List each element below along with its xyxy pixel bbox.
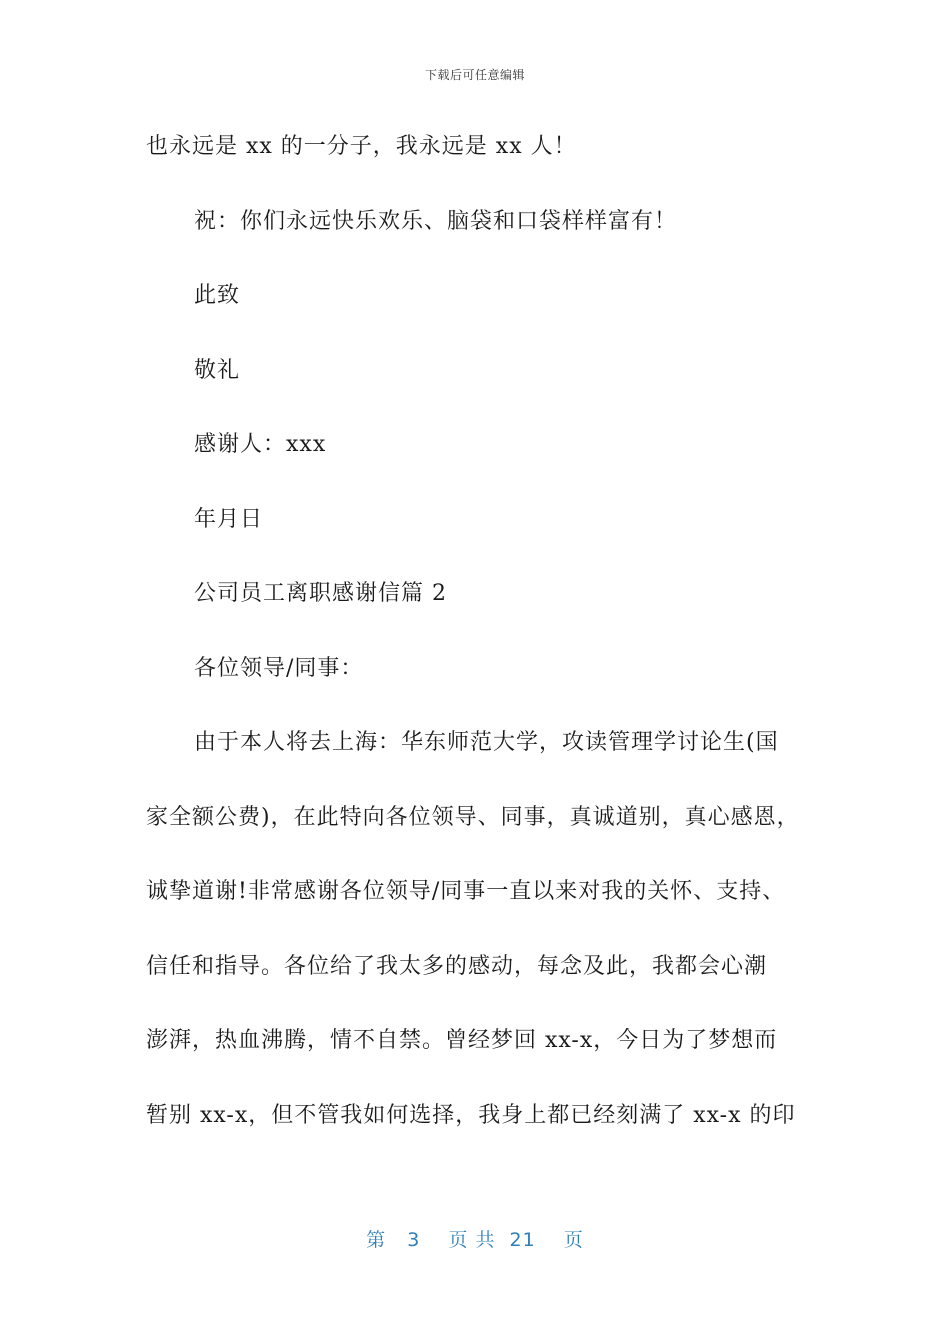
text-line: 澎湃，热血沸腾，情不自禁。曾经梦回 xx-x，今日为了梦想而 — [146, 1028, 778, 1053]
text-line: 感谢人：xxx — [194, 432, 327, 457]
text-line: 此致 — [194, 283, 241, 308]
document-body — [146, 128, 818, 1171]
page-number — [0, 1225, 950, 1252]
header-note: 下载后可任意编辑 — [424, 68, 525, 82]
page-number-label: 第 3 页 共 21 页 — [366, 1229, 584, 1251]
text-line: 由于本人将去上海：华东师范大学，攻读管理学讨论生(国 — [194, 730, 779, 755]
text-line: 诚挚道谢!非常感谢各位领导/同事一直以来对我的关怀、支持、 — [146, 879, 786, 904]
salutation: 各位领导/同事： — [194, 655, 364, 681]
text-line: 敬礼 — [194, 357, 241, 383]
text-line: 年月日 — [194, 506, 264, 532]
text-line: 家全额公费)，在此特向各位领导、同事，真诚道别，真心感恩， — [146, 804, 800, 830]
text-line: 暂别 xx-x，但不管我如何选择，我身上都已经刻满了 xx-x 的印 — [146, 1102, 796, 1128]
text-line: 祝：你们永远快乐欢乐、脑袋和口袋样样富有！ — [194, 208, 678, 234]
section-title: 公司员工离职感谢信篇 2 — [194, 581, 447, 606]
text-line: 信任和指导。各位给了我太多的感动，每念及此，我都会心潮 — [146, 953, 768, 979]
text-line: 也永远是 xx 的一分子，我永远是 xx 人！ — [146, 134, 577, 159]
